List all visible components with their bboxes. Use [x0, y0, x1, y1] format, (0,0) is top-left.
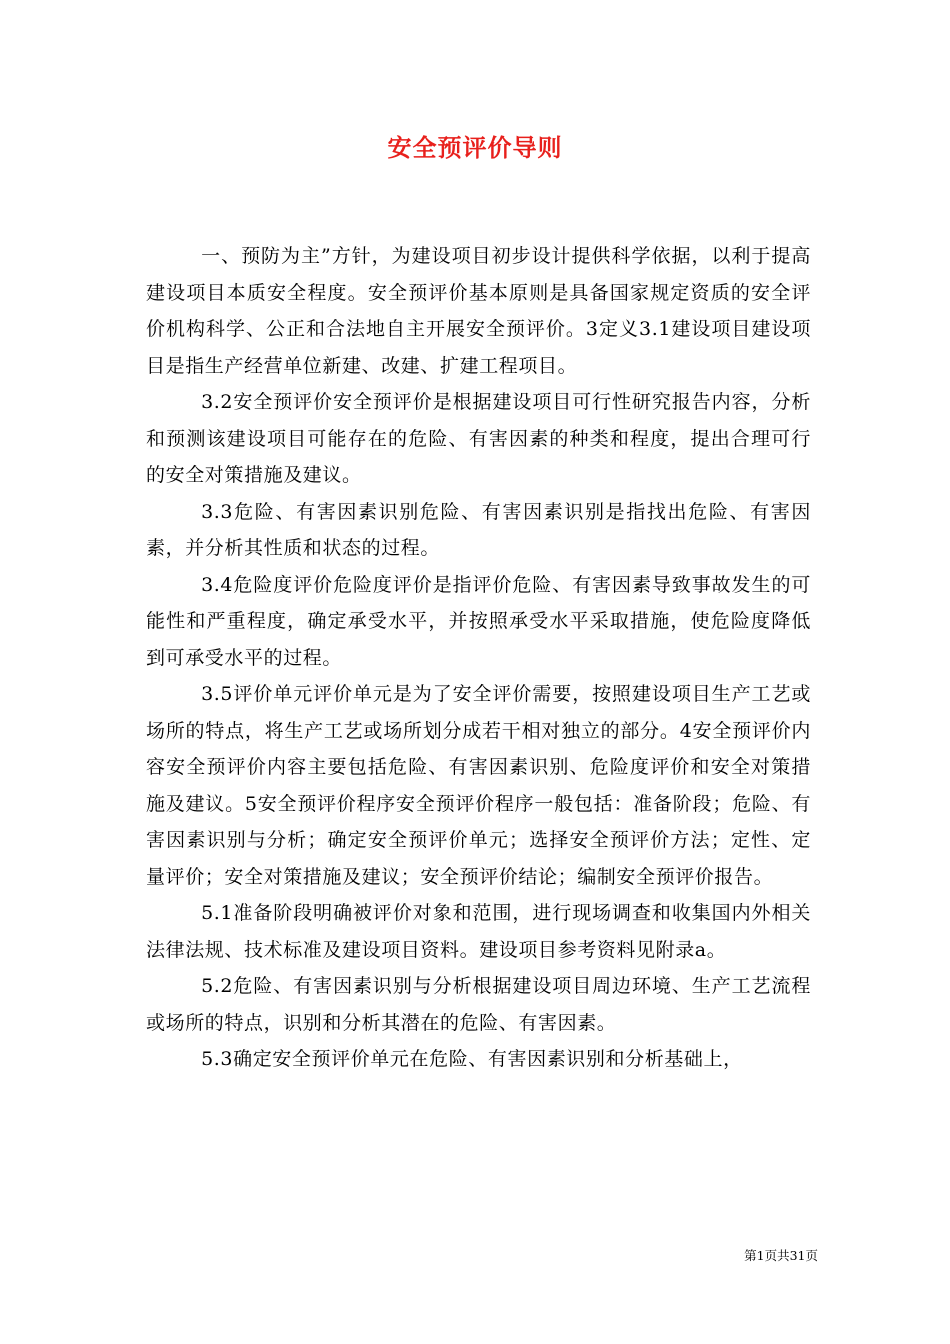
paragraph-5: 3.5评价单元评价单元是为了安全评价需要，按照建设项目生产工艺或场所的特点，将生产工艺或场所划分成若干相对独立的部分。4安全预评价内容安全预评价内容主要包括危险、有害因素识别、危险度评价和安全对策措施及建议。5安全预评价程序安全预评价程序一般包括：准备阶段；危险、有害因素识别与分析；确定安全预评价单元；选择安全预评价方法；定性、定量评价；安全对策措施及建议；安全预评价结论；编制安全预评价报告。 — [146, 683, 811, 888]
paragraph-7: 5.2危险、有害因素识别与分析根据建设项目周边环境、生产工艺流程或场所的特点，识别和分析其潜在的危险、有害因素。 — [146, 975, 811, 1034]
page-number-footer: 第1页共31页 — [744, 1248, 818, 1263]
document-title: 安全预评价导则 — [387, 134, 563, 162]
paragraph-2: 3.2安全预评价安全预评价是根据建设项目可行性研究报告内容，分析和预测该建设项目可能存在的危险、有害因素的种类和程度，提出合理可行的安全对策措施及建议。 — [146, 391, 811, 486]
paragraph-6: 5.1准备阶段明确被评价对象和范围，进行现场调查和收集国内外相关法律法规、技术标准及建设项目资料。建设项目参考资料见附录a。 — [146, 902, 811, 961]
paragraph-4: 3.4危险度评价危险度评价是指评价危险、有害因素导致事故发生的可能性和严重程度，确定承受水平，并按照承受水平采取措施，使危险度降低到可承受水平的过程。 — [146, 573, 811, 669]
document-body — [146, 238, 811, 1078]
paragraph-3: 3.3危险、有害因素识别危险、有害因素识别是指找出危险、有害因素，并分析其性质和状态的过程。 — [146, 500, 811, 559]
paragraph-8: 5.3确定安全预评价单元在危险、有害因素识别和分析基础上， — [201, 1048, 743, 1070]
paragraph-1: 一、预防为主”方针，为建设项目初步设计提供科学依据，以利于提高建设项目本质安全程度。安全预评价基本原则是具备国家规定资质的安全评价机构科学、公正和合法地自主开展安全预评价。3定义3.1建设项目建设项目是指生产经营单位新建、改建、扩建工程项目。 — [146, 245, 811, 377]
